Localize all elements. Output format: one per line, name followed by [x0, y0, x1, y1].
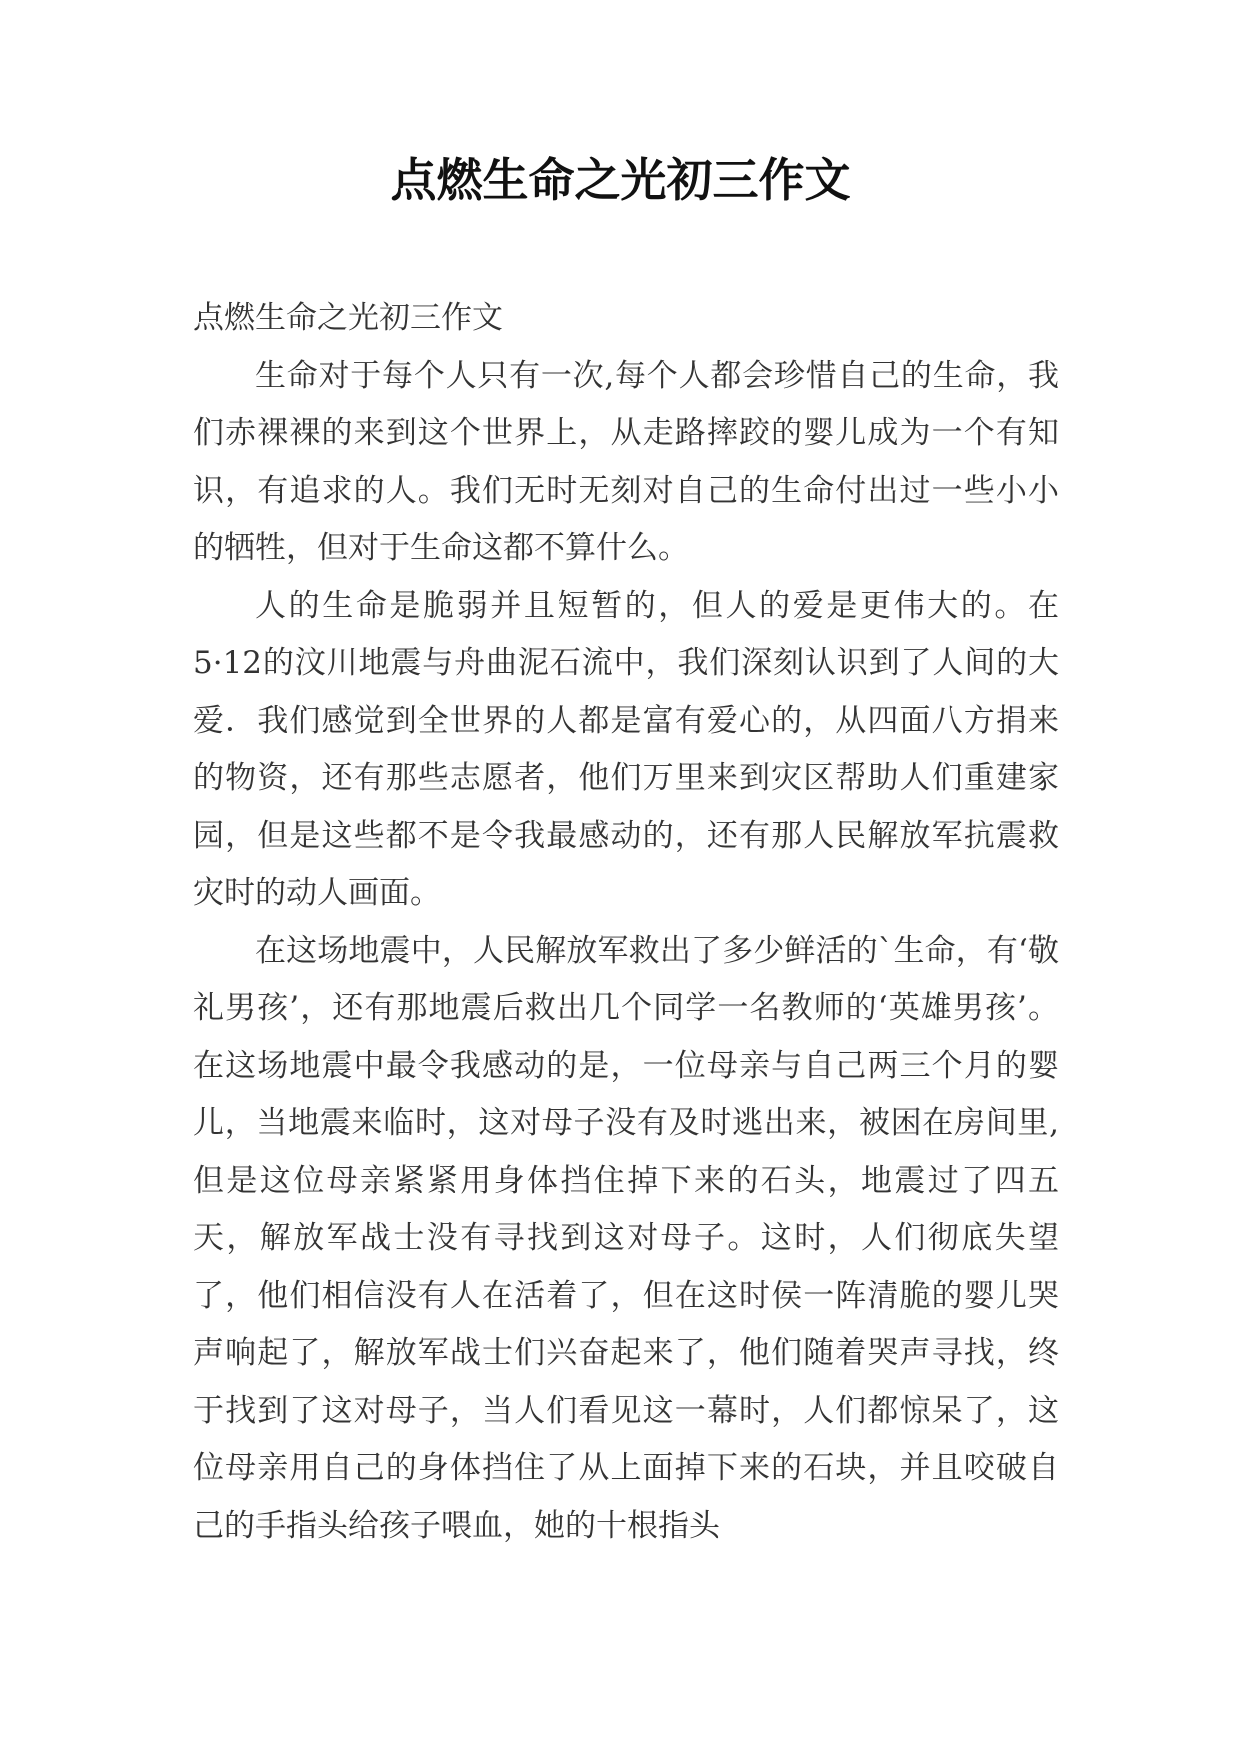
- document-subtitle: 点燃生命之光初三作文: [193, 300, 503, 336]
- paragraph-2: 人的生命是脆弱并且短暂的，但人的爱是更伟大的。在5·12的汶川地震与舟曲泥石流中，我们深刻认识到了人间的大爱．我们感觉到全世界的人都是富有爱心的，从四面八方捐来的物资，还有那些志愿者，他们万里来到灾区帮助人们重建家园，但是这些都不是令我最感动的，还有那人民解放军抗震救灾时的动人画面。: [193, 587, 1059, 911]
- document-body: [193, 290, 1059, 1555]
- paragraph-3: 在这场地震中，人民解放军救出了多少鲜活的`生命，有‘敬礼男孩’，还有那地震后救出几个同学一名教师的‘英雄男孩’。在这场地震中最令我感动的是，一位母亲与自己两三个月的婴儿，当地震来临时，这对母子没有及时逃出来，被困在房间里,但是这位母亲紧紧用身体挡住掉下来的石头，地震过了四五天，解放军战士没有寻找到这对母子。这时，人们彻底失望了，他们相信没有人在活着了，但在这时侯一阵清脆的婴儿哭声响起了，解放军战士们兴奋起来了，他们随着哭声寻找，终于找到了这对母子，当人们看见这一幕时，人们都惊呆了，这位母亲用自己的身体挡住了从上面掉下来的石块，并且咬破自己的手指头给孩子喂血，她的十根指头: [193, 932, 1059, 1544]
- document-title: 点燃生命之光初三作文: [390, 153, 851, 207]
- paragraph-1: 生命对于每个人只有一次,每个人都会珍惜自己的生命，我们赤裸裸的来到这个世界上，从走路摔跤的婴儿成为一个有知识，有追求的人。我们无时无刻对自己的生命付出过一些小小的牺牲，但对于生命这都不算什么。: [193, 357, 1059, 566]
